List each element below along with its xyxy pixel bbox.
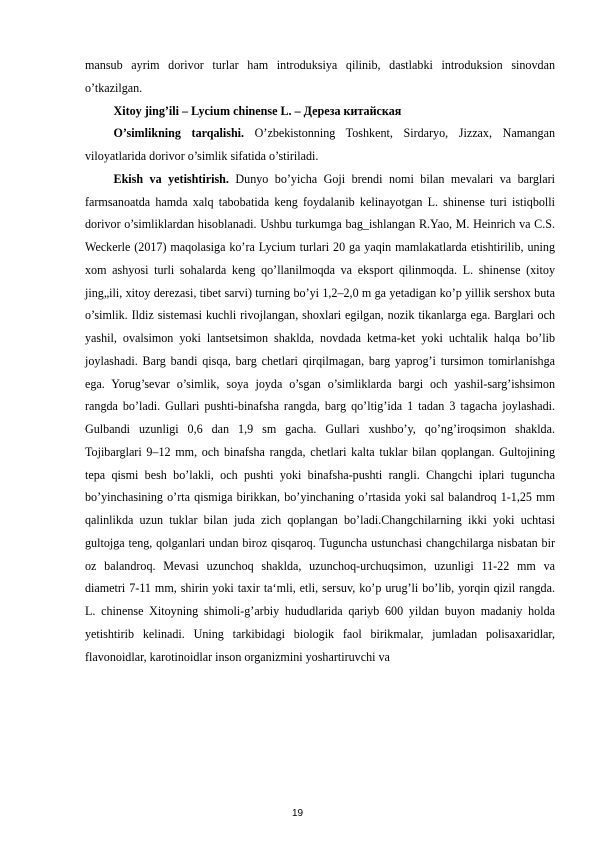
section-heading: Xitoy jing’ili – Lycium chinense L. – Дереза китайская xyxy=(113,103,402,118)
page-number: 19 xyxy=(291,808,304,819)
distribution-text: O’zbekistonning Toshkent, Sirdaryo, Jizzax, Namangan viloyatlarida dorivor o’simlik sifatida o’stiriladi. xyxy=(85,126,555,163)
cultivation-label: Ekish va yetishtirish. xyxy=(113,171,229,186)
intro-paragraph: mansub ayrim dorivor turlar ham introduksiya qilinib, dastlabki introduksion sinovdan o’tkazilgan. xyxy=(85,58,555,95)
distribution-paragraph xyxy=(85,122,555,168)
cultivation-paragraph xyxy=(85,168,555,669)
document-page xyxy=(85,54,555,668)
distribution-label: O’simlikning tarqalishi. xyxy=(113,126,245,141)
cultivation-text: Dunyo bo’yicha Goji brendi nomi bilan mevalari va barglari farmsanoatda hamda xalq tabobatida keng foydalanib kelinayotgan L. shinense turi istiqbolli dorivor o’simliklardan hisoblanadi. Ushbu turkumga bag_ishlangan R.Yao, M. Heinrich va C.S. Weckerle (2017) maqolasiga ko’ra Lycium turlari 20 ga yaqin mamlakatlarda etishtirilib, uning xom ashyosi turli sohalarda keng qo’llanilmoqda va eksport qilinmoqda. L. shinense (xitoy jing„ili, xitoy derezasi, tibet sarvi) turning bo’yi 1,2–2,0 m ga yetadigan ko’p yillik sershox buta o’simlik. Ildiz sistemasi kuchli rivojlangan, shoxlari egilgan, nozik tikanlarga ega. Barglari och yashil, ovalsimon yoki lantsetsimon shaklda, novdada ketma-ket yoki uchtalik halqa bo’lib joylashadi. Barg bandi qisqa, barg chetlari qirqilmagan, barg yaprog’i tursimon tomirlanishga ega. Yorug’sevar o’simlik, soya joyda o’sgan o’simliklarda bargi och yashil-sarg’ishsimon rangda bo’ladi. Gullari pushti-binafsha rangda, barg qo’ltig’ida 1 tadan 3 tagacha joylashadi. Gulbandi uzunligi 0,6 dan 1,9 sm gacha. Gullari xushbo’y, qo’ng’iroqsimon shaklda. Tojibarglari 9–12 mm, och binafsha rangda, chetlari kalta tuklar bilan qoplangan. Gultojining tepa qismi besh bo’lakli, och pushti yoki binafsha-pushti rangli. Changchi iplari tuguncha bo’yinchasining o’rta qismiga birikkan, bo’yinchaning o’rtasida yoki sal balandroq 1-1,25 mm qalinlikda uzun tuklar bilan juda zich qoplangan bo’ladi.Changchilarning ikki yoki uchtasi gultojga teng, qolganlari undan biroz qisqaroq. Tuguncha ustunchasi changchilarga nisbatan bir oz balandroq. Mevasi uzunchoq shaklda, uzunchoq-urchuqsimon, uzunligi 11-22 mm va diametri 7-11 mm, shirin yoki taxir ta‘mli, etli, sersuv, ko’p urug’li bo’lib, yorqin qizil rangda. L. chinense Xitoyning shimoli-g’arbiy hududlarida qariyb 600 yildan buyon madaniy holda yetishtirib kelinadi. Uning tarkibidagi biologik faol birikmalar, jumladan polisaxaridlar, flavonoidlar, karotinoidlar inson organizmini yoshartiruvchi va xyxy=(85,171,555,664)
